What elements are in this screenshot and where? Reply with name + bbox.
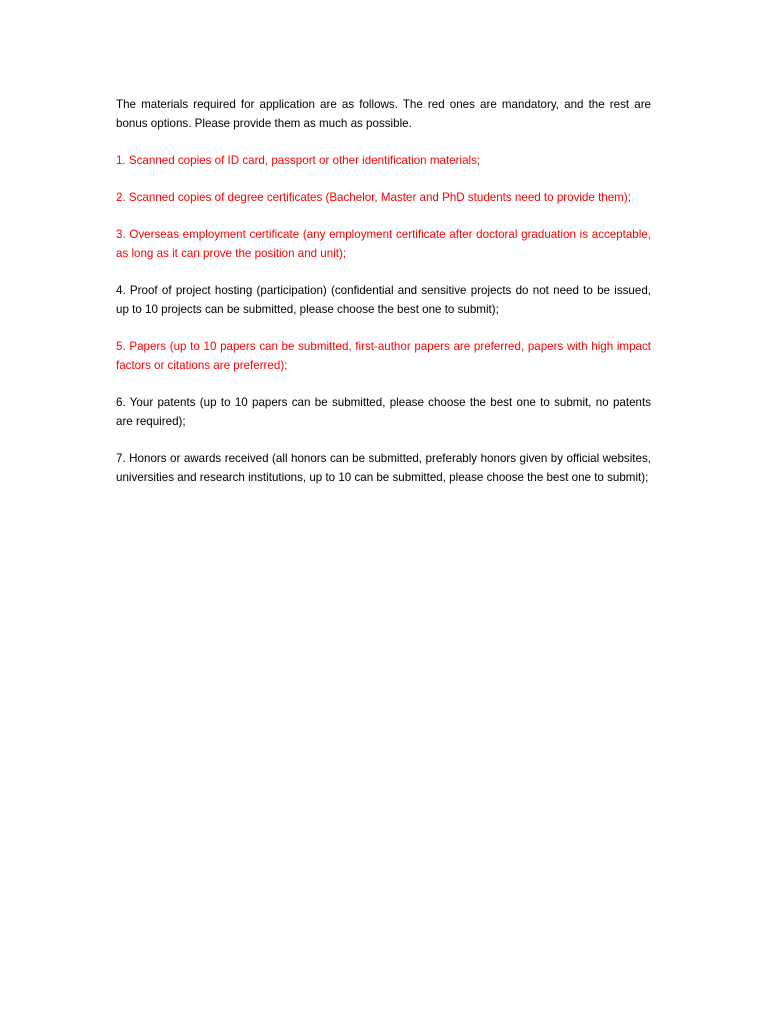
list-item-id-card: 1. Scanned copies of ID card, passport or other identification materials;: [116, 154, 481, 167]
list-item-degree-certificates: 2. Scanned copies of degree certificates (Bachelor, Master and PhD students need to provide them);: [116, 191, 631, 204]
list-item-employment-certificate: 3. Overseas employment certificate (any employment certificate after doctoral graduation is acceptable, as long as it can prove the position and unit);: [116, 228, 651, 260]
list-item-honors-awards: 7. Honors or awards received (all honors can be submitted, preferably honors given by official websites, universities and research institutions, up to 10 can be submitted, please choose the best one to submit);: [116, 452, 651, 484]
document-page: [116, 95, 651, 505]
intro-paragraph: The materials required for application are as follows. The red ones are mandatory, and the rest are bonus options. Please provide them as much as possible.: [116, 98, 651, 130]
list-item-project-hosting: 4. Proof of project hosting (participation) (confidential and sensitive projects do not need to be issued, up to 10 projects can be submitted, please choose the best one to submit);: [116, 284, 651, 316]
list-item-papers: 5. Papers (up to 10 papers can be submitted, first-author papers are preferred, papers with high impact factors or citations are preferred);: [116, 340, 651, 372]
list-item-patents: 6. Your patents (up to 10 papers can be submitted, please choose the best one to submit, no patents are required);: [116, 396, 651, 428]
